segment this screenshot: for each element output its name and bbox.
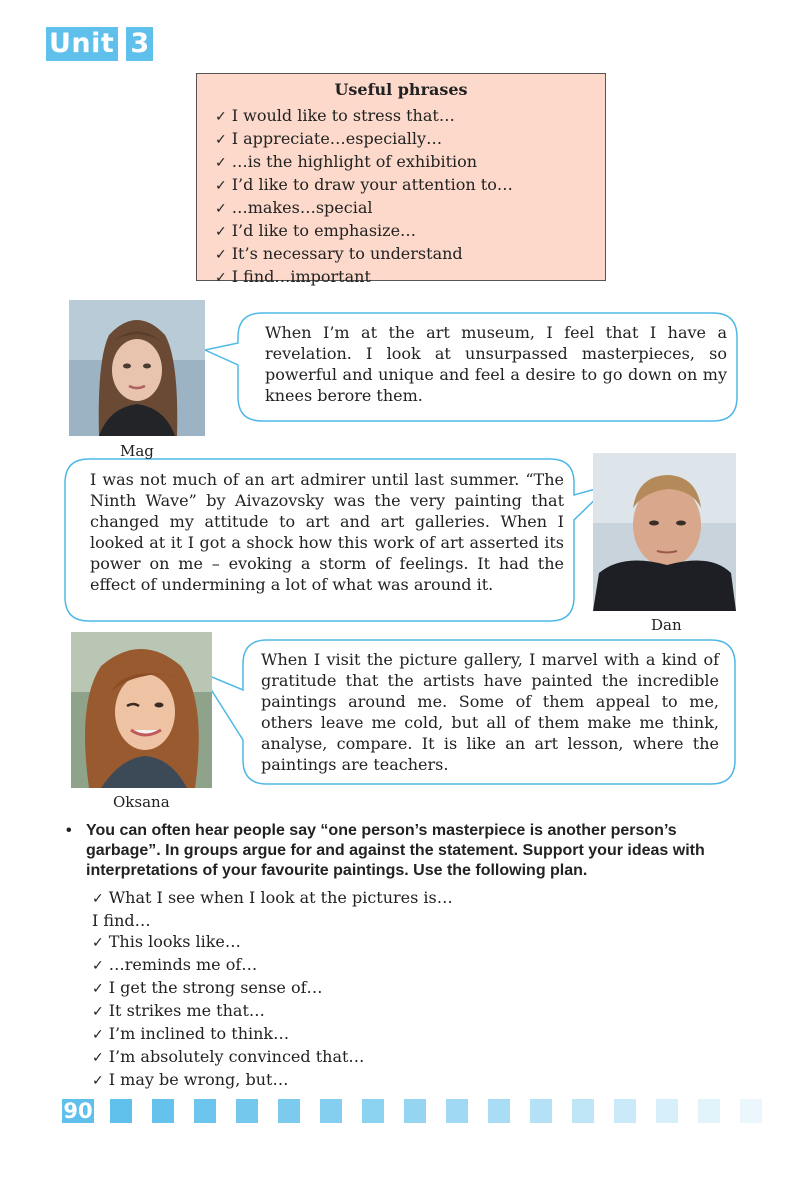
- phrase-item: ✓ I would like to stress that…: [215, 106, 455, 125]
- decor-square: [530, 1099, 552, 1123]
- phrase-item: ✓ I find…important: [215, 267, 371, 286]
- phrase-item: ✓ I appreciate…especially…: [215, 129, 443, 148]
- phrase-item: ✓ …is the highlight of exhibition: [215, 152, 478, 171]
- decor-square: [404, 1099, 426, 1123]
- dan-quote: I was not much of an art admirer until last summer. “The Ninth Wave” by Aivazovsky was the very painting that changed my attitude to art and art galleries. When I looked at it I got a shock how this work of art asserted its power on me – evoking a storm of feelings. It had the effect of undermining a lot of what was around it.: [90, 470, 564, 594]
- page-number: 90: [63, 1099, 93, 1123]
- check-icon: ✓: [92, 958, 104, 974]
- unit-number: 3: [126, 27, 153, 61]
- decor-square: [110, 1099, 132, 1123]
- check-icon: ✓: [92, 935, 104, 951]
- check-icon: ✓: [92, 1050, 104, 1066]
- check-icon: ✓: [215, 132, 227, 148]
- plan-item: ✓ This looks like…: [92, 932, 241, 951]
- check-icon: ✓: [92, 981, 104, 997]
- decor-square: [572, 1099, 594, 1123]
- check-icon: ✓: [92, 1027, 104, 1043]
- mag-quote: When I’m at the art museum, I feel that I have a revelation. I look at unsurpassed masterpieces, so powerful and unique and feel a desire to go down on my knees berore them.: [265, 323, 727, 405]
- oksana-photo: [71, 632, 212, 788]
- plan-item: I find…: [92, 911, 151, 930]
- decor-square: [236, 1099, 258, 1123]
- check-icon: ✓: [215, 224, 227, 240]
- plan-item: ✓ I may be wrong, but…: [92, 1070, 289, 1089]
- phrase-item: ✓ I’d like to draw your attention to…: [215, 175, 513, 194]
- plan-item: ✓ It strikes me that…: [92, 1001, 265, 1020]
- decor-square: [446, 1099, 468, 1123]
- phrase-item: ✓ I’d like to emphasize…: [215, 221, 417, 240]
- phrase-item: ✓ …makes…special: [215, 198, 373, 217]
- decor-square: [656, 1099, 678, 1123]
- plan-item: ✓ I’m absolutely convinced that…: [92, 1047, 365, 1066]
- check-icon: ✓: [215, 155, 227, 171]
- oksana-name: Oksana: [113, 793, 170, 811]
- mag-photo: [69, 300, 205, 436]
- decor-square: [488, 1099, 510, 1123]
- decor-square: [278, 1099, 300, 1123]
- phrase-item: ✓ It’s necessary to understand: [215, 244, 463, 263]
- check-icon: ✓: [92, 1004, 104, 1020]
- unit-label: Unit: [46, 27, 118, 61]
- decor-square: [698, 1099, 720, 1123]
- task-text: You can often hear people say “one person’s masterpiece is another person’s garbage”. In groups argue for and against the statement. Support your ideas with interpretations of your favourite paintings. Use the following plan.: [86, 822, 705, 879]
- bullet-icon: •: [66, 822, 72, 839]
- decorative-squares: [110, 1099, 782, 1123]
- plan-list: [92, 887, 453, 1092]
- decor-square: [320, 1099, 342, 1123]
- check-icon: ✓: [215, 178, 227, 194]
- check-icon: ✓: [215, 109, 227, 125]
- task-instruction: [66, 821, 746, 881]
- useful-phrases-title: Useful phrases: [334, 80, 468, 99]
- mag-name: Mag: [120, 442, 154, 460]
- decor-square: [614, 1099, 636, 1123]
- check-icon: ✓: [215, 270, 227, 286]
- plan-item: ✓ …reminds me of…: [92, 955, 258, 974]
- plan-item: ✓ I get the strong sense of…: [92, 978, 323, 997]
- check-icon: ✓: [215, 247, 227, 263]
- decor-square: [362, 1099, 384, 1123]
- decor-square: [194, 1099, 216, 1123]
- dan-name: Dan: [651, 616, 682, 634]
- check-icon: ✓: [92, 891, 104, 907]
- plan-item: ✓ I’m inclined to think…: [92, 1024, 290, 1043]
- decor-square: [740, 1099, 762, 1123]
- decor-square: [152, 1099, 174, 1123]
- check-icon: ✓: [215, 201, 227, 217]
- check-icon: ✓: [92, 1073, 104, 1089]
- oksana-quote: When I visit the picture gallery, I marvel with a kind of gratitude that the artists have painted the incredible paintings around me. Some of them appeal to me, others leave me cold, but all of them make me think, analyse, compare. It is like an art lesson, where the paintings are teachers.: [261, 650, 719, 774]
- plan-item: ✓ What I see when I look at the pictures is…: [92, 888, 453, 907]
- dan-photo: [593, 453, 736, 611]
